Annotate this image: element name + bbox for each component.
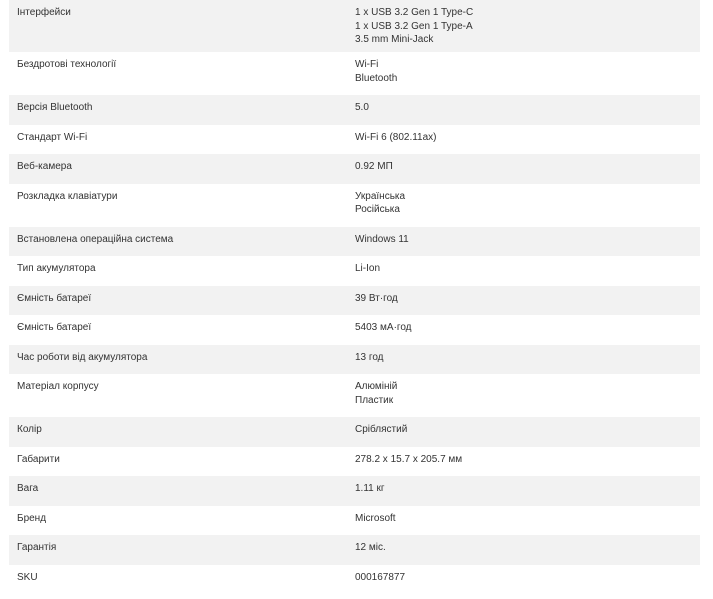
- spec-value: Wi-Fi 6 (802.11ax): [355, 131, 437, 143]
- spec-value: 12 міс.: [355, 542, 386, 553]
- spec-value: Сріблястий: [355, 424, 408, 435]
- spec-row: [9, 256, 700, 286]
- spec-row: [9, 125, 700, 155]
- spec-value: Li-Ion: [355, 263, 381, 274]
- spec-label: Час роботи від акумулятора: [17, 351, 148, 363]
- spec-value: 13 год: [355, 351, 384, 363]
- spec-label: Вага: [17, 483, 39, 494]
- spec-row: [9, 345, 700, 375]
- spec-value: 5.0: [355, 102, 369, 113]
- spec-values: [354, 6, 700, 47]
- spec-row: [9, 447, 700, 477]
- spec-values: [354, 160, 700, 174]
- spec-value: Wi-Fi: [355, 59, 379, 70]
- spec-values: [354, 190, 700, 217]
- spec-label: Тип акумулятора: [17, 263, 96, 274]
- spec-values: [354, 482, 700, 496]
- spec-row: [9, 154, 700, 184]
- spec-values: [354, 571, 700, 585]
- spec-values: [354, 541, 700, 555]
- spec-value: Алюміній: [355, 381, 398, 392]
- spec-value: Російська: [355, 204, 400, 215]
- spec-values: [354, 131, 700, 145]
- spec-label: Ємність батареї: [17, 322, 92, 333]
- spec-value: Microsoft: [355, 512, 396, 524]
- spec-values: [354, 512, 700, 526]
- spec-label: Бездротові технології: [17, 59, 117, 70]
- spec-row: [9, 565, 700, 595]
- spec-values: [354, 233, 700, 247]
- spec-value: 278.2 x 15.7 x 205.7 мм: [355, 453, 463, 465]
- spec-row: [9, 315, 700, 345]
- spec-values: [354, 380, 700, 407]
- spec-row: [9, 0, 700, 52]
- spec-values: [354, 423, 700, 437]
- spec-value: 1 x USB 3.2 Gen 1 Type-C: [355, 7, 474, 18]
- spec-row: [9, 476, 700, 506]
- spec-values: [354, 262, 700, 276]
- spec-value: 1 x USB 3.2 Gen 1 Type-A: [355, 20, 473, 32]
- spec-value: 3.5 mm Mini-Jack: [355, 34, 434, 45]
- spec-values: [354, 321, 700, 335]
- spec-value: Українська: [355, 190, 406, 202]
- spec-label: Колір: [17, 424, 42, 435]
- spec-value: Пластик: [355, 394, 394, 406]
- spec-row: [9, 506, 700, 536]
- spec-label: Ємність батареї: [17, 292, 92, 304]
- spec-label: Габарити: [17, 453, 60, 465]
- spec-values: [354, 292, 700, 306]
- spec-values: [354, 101, 700, 115]
- spec-row: [9, 417, 700, 447]
- spec-row: [9, 95, 700, 125]
- spec-value: Bluetooth: [355, 72, 398, 84]
- spec-row: [9, 184, 700, 227]
- spec-value: 39 Вт·год: [355, 292, 398, 304]
- spec-values: [354, 351, 700, 365]
- spec-label: Стандарт Wi-Fi: [17, 131, 88, 143]
- spec-value: 0.92 МП: [355, 161, 393, 172]
- spec-label: Розкладка клавіатури: [17, 190, 118, 202]
- spec-value: 000167877: [355, 571, 406, 583]
- spec-values: [354, 58, 700, 85]
- spec-row: [9, 286, 700, 316]
- spec-row: [9, 52, 700, 95]
- spec-row: [9, 535, 700, 565]
- spec-label: SKU: [17, 571, 38, 583]
- spec-value: 5403 мА·год: [355, 322, 412, 333]
- spec-value: 1.11 кг: [355, 483, 385, 494]
- spec-label: Версія Bluetooth: [17, 102, 93, 113]
- spec-label: Встановлена операційна система: [17, 233, 174, 245]
- spec-values: [354, 453, 700, 467]
- spec-label: Гарантія: [17, 542, 57, 553]
- spec-label: Інтерфейси: [17, 7, 71, 18]
- spec-row: [9, 227, 700, 257]
- spec-label: Бренд: [17, 512, 47, 524]
- spec-label: Матеріал корпусу: [17, 381, 99, 392]
- spec-label: Веб-камера: [17, 161, 72, 172]
- specifications-table: [9, 0, 700, 594]
- spec-value: Windows 11: [355, 233, 409, 245]
- spec-row: [9, 374, 700, 417]
